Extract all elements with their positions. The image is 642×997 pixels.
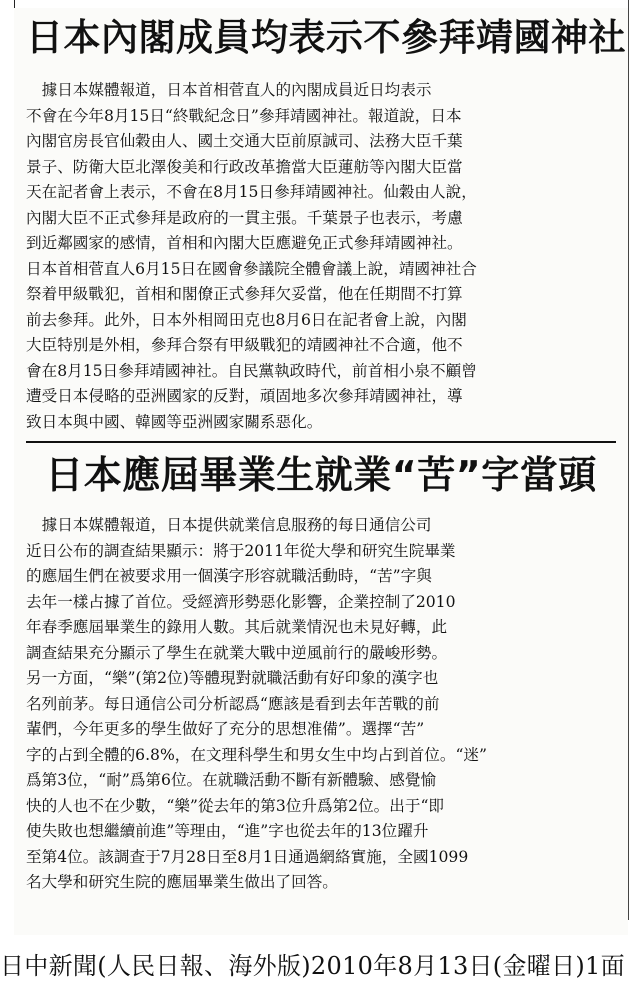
article2-line: 使失敗也想繼續前進”等理由，“進”字也從去年的13位躍升 — [26, 822, 429, 840]
article1-line: 日本首相菅直人6月15日在國會參議院全體會議上說，靖國神社合 — [26, 259, 477, 278]
article2-headline: 日本應屆畢業生就業“苦”字當頭 — [45, 453, 597, 497]
article1-line: 景子、防衛大臣北澤俊美和行政改革擔當大臣蓮舫等內閣大臣當 — [26, 157, 463, 176]
article2-line: 的應屆生們在被要求用一個漢字形容就職活動時，“苦”字與 — [26, 567, 432, 585]
newspaper-clipping — [14, 8, 628, 935]
article2-line: 爲第3位，“耐”爲第6位。在就職活動不斷有新體驗、感覺愉 — [26, 771, 437, 789]
article1-line: 祭着甲級戰犯，首相和閣僚正式參拜欠妥當，他在任期間不打算 — [26, 285, 463, 303]
article2-line: 輩們，今年更多的學生做好了充分的思想准備”。選擇“苦” — [26, 720, 425, 738]
article1-line: 致日本與中國、韓國等亞洲國家關系惡化。 — [26, 412, 323, 431]
article-divider — [26, 441, 616, 443]
article2-line: 字的占到全體的6.8%，在文理科學生和男女生中均占到首位。“迷” — [26, 745, 487, 764]
column-rule-right — [628, 0, 629, 920]
source-dateline: 日中新聞(人民日報、海外版)2010年8月13日(金曜日)1面 — [0, 952, 625, 980]
article2-line: 年春季應屆畢業生的錄用人數。其后就業情況也未見好轉，此 — [26, 618, 448, 636]
article2-line: 名列前茅。每日通信公司分析認爲“應該是看到去年苦戰的前 — [26, 694, 440, 713]
article1-line: 內閣官房長官仙穀由人、國土交通大臣前原誠司、法務大臣千葉 — [26, 132, 463, 150]
article2-line: 據日本媒體報道，日本提供就業信息服務的每日通信公司 — [26, 516, 432, 534]
article2-line: 名大學和研究生院的應屆畢業生做出了回答。 — [26, 873, 338, 891]
article2-line: 調查結果充分顯示了學生在就業大戰中逆風前行的嚴峻形勢。 — [26, 643, 448, 662]
article2-line: 快的人也不在少數，“樂”從去年的第3位升爲第2位。出于“即 — [26, 796, 445, 815]
article2-line: 去年一樣占據了首位。受經濟形勢惡化影響，企業控制了2010 — [26, 592, 456, 611]
article2-line: 近日公布的調查結果顯示：將于2011年從大學和研究生院畢業 — [26, 541, 456, 560]
article1-line: 會在8月15日參拜靖國神社。自民黨執政時代，前首相小泉不顧曾 — [26, 361, 477, 380]
article2-line: 至第4位。該調查于7月28日至8月1日通過網絡實施，全國1099 — [26, 847, 469, 866]
article1-line: 據日本媒體報道，日本首相菅直人的內閣成員近日均表示 — [26, 81, 432, 99]
article2-line: 另一方面，“樂”(第2位)等體現對就職活動有好印象的漢字也 — [26, 669, 439, 687]
article1-line: 大臣特別是外相，參拜合祭有甲級戰犯的靖國神社不合適，他不 — [26, 336, 463, 354]
article2-body — [26, 513, 616, 896]
article1-line: 不會在今年8月15日“終戰紀念日”參拜靖國神社。報道說，日本 — [26, 106, 462, 125]
article1-line: 天在記者會上表示，不會在8月15日參拜靖國神社。仙穀由人說， — [26, 183, 477, 201]
article1-body — [26, 78, 616, 435]
article1-line: 前去參拜。此外，日本外相岡田克也8月6日在記者會上說，內閣 — [26, 310, 467, 329]
article1-line: 內閣大臣不正式參拜是政府的一貫主張。千葉景子也表示，考慮 — [26, 208, 463, 227]
article1-headline: 日本內閣成員均表示不參拜靖國神社 — [26, 16, 626, 59]
article1-line: 到近鄰國家的感情，首相和內閣大臣應避免正式參拜靖國神社。 — [26, 234, 463, 252]
article1-line: 遭受日本侵略的亞洲國家的反對，頑固地多次參拜靖國神社，導 — [26, 387, 463, 405]
